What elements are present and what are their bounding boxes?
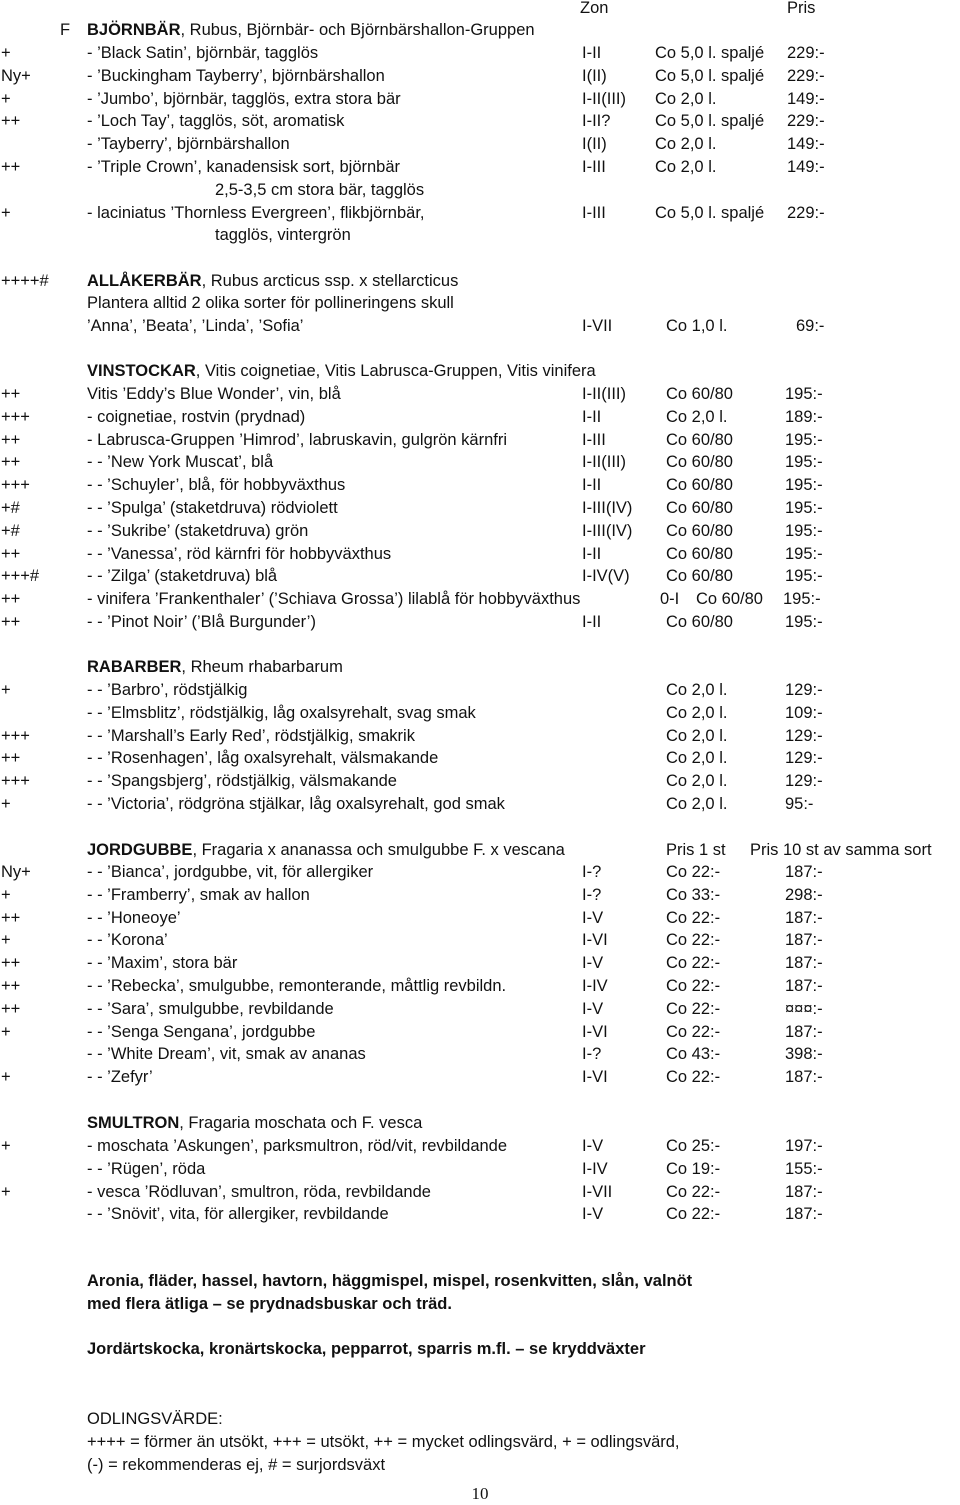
list-item <box>0 383 960 405</box>
row-price: 187:- <box>785 1205 823 1224</box>
row-description: - - ’Framberry’, smak av hallon <box>87 885 310 904</box>
list-item <box>0 770 960 792</box>
row-description: - - ’Marshall’s Early Red’, rödstjälkig, smakrik <box>87 726 415 745</box>
row-container: Co 2,0 l. <box>666 772 728 791</box>
row-price: 195:- <box>785 453 823 472</box>
row-description: - ’Tayberry’, björnbärshallon <box>87 135 290 154</box>
row-price: ¤¤¤:- <box>785 999 823 1018</box>
row-zone: I-VI <box>582 1068 608 1087</box>
row-marker: +# <box>1 499 20 517</box>
row-marker: +++ <box>1 407 30 426</box>
list-item <box>0 1066 960 1088</box>
list-item <box>0 611 960 633</box>
row-zone: I-V <box>582 908 604 927</box>
row-container: Co 22:- <box>666 999 721 1018</box>
note-line: med flera ätliga – se prydnadsbuskar och träd. <box>87 1295 452 1313</box>
row-price: 229:- <box>787 66 825 85</box>
row-price: 187:- <box>785 863 823 881</box>
row-description: - - ’Vanessa’, röd kärnfri för hobbyväxthus <box>87 544 392 563</box>
list-item <box>0 565 960 587</box>
row-price: 149:- <box>787 135 825 154</box>
row-marker: ++ <box>1 544 21 563</box>
row-container: Co 22:- <box>666 908 721 927</box>
row-description: Vitis ’Eddy’s Blue Wonder’, vin, blå <box>87 385 341 403</box>
row-price: 187:- <box>785 931 823 950</box>
row-marker: +++# <box>1 567 40 586</box>
list-item <box>0 975 960 997</box>
row-container: Co 33:- <box>666 885 721 904</box>
row-container: Co 22:- <box>666 977 721 995</box>
list-item <box>0 42 960 64</box>
list-item <box>0 543 960 565</box>
list-item <box>0 793 960 815</box>
row-description: - - ’Sara’, smulgubbe, revbildande <box>87 999 334 1018</box>
row-zone: I-V <box>582 1137 604 1155</box>
row-container: Co 5,0 l. spaljé <box>655 44 765 62</box>
row-price: 155:- <box>785 1159 823 1178</box>
list-item <box>0 156 960 178</box>
row-container: Co 2,0 l. <box>666 726 728 745</box>
row-zone: I-III(IV) <box>582 499 633 517</box>
list-item <box>0 747 960 769</box>
row-price: 195:- <box>785 476 823 495</box>
list-item <box>0 952 960 974</box>
row-price: 109:- <box>785 703 823 722</box>
row-container: Co 2,0 l. <box>655 89 717 108</box>
row-container: Co 60/80 <box>666 499 733 517</box>
note-line: Aronia, fläder, hassel, havtorn, häggmispel, mispel, rosenkvitten, slån, valnöt <box>87 1272 693 1290</box>
row-description: - - ’Honeoye’ <box>87 908 181 927</box>
price-header: Pris <box>787 0 816 17</box>
row-description: - Labrusca-Gruppen ’Himrod’, labruskavin, gulgrön kärnfri <box>87 430 508 449</box>
row-zone: I-IV <box>582 1159 608 1178</box>
row-description: - ’Loch Tay’, tagglös, söt, aromatisk <box>87 112 345 131</box>
row-marker: +++ <box>1 476 30 495</box>
row-container: Co 22:- <box>666 931 721 950</box>
row-marker: ++ <box>1 112 21 131</box>
column-header <box>0 0 960 19</box>
row-marker: + <box>1 203 11 222</box>
row-description: - - ’Snövit’, vita, för allergiker, revbildande <box>87 1205 389 1224</box>
row-container: Co 22:- <box>666 1205 721 1224</box>
row-container: Co 43:- <box>666 1045 721 1064</box>
row-zone: I(II) <box>582 66 607 85</box>
row-description: - ’Buckingham Tayberry’, björnbärshallon <box>87 66 385 85</box>
row-price: 195:- <box>785 613 823 631</box>
row-marker: ++ <box>1 590 21 609</box>
row-price: 195:- <box>785 521 823 540</box>
row-description: 2,5-3,5 cm stora bär, tagglös <box>215 180 425 199</box>
row-zone: I-III(IV) <box>582 521 633 540</box>
row-description: - laciniatus ’Thornless Evergreen’, flikbjörnbär, <box>87 203 425 222</box>
row-marker: + <box>1 885 11 904</box>
row-price: 187:- <box>785 954 823 973</box>
row-price: 229:- <box>787 203 825 222</box>
section-header-jordgubbe <box>0 839 960 861</box>
row-description: - - ’Victoria’, rödgröna stjälkar, låg oxalsyrehalt, god smak <box>87 795 505 813</box>
row-zone: I-II <box>582 476 602 495</box>
section-marker: F <box>60 21 71 39</box>
row-description: - - ’Barbro’, rödstjälkig <box>87 681 248 699</box>
list-item <box>0 292 960 314</box>
row-description: - - ’Senga Sengana’, jordgubbe <box>87 1022 316 1041</box>
row-marker: ++ <box>1 613 21 631</box>
row-description: ’Anna’, ’Beata’, ’Linda’, ’Sofia’ <box>87 316 304 335</box>
list-item <box>0 520 960 542</box>
row-marker: Ny+ <box>1 863 31 881</box>
row-container: Co 22:- <box>666 1182 721 1201</box>
row-zone: I-IV <box>582 977 608 995</box>
row-zone: I-IV(V) <box>582 567 630 586</box>
row-container: Co 60/80 <box>666 385 733 403</box>
legend-line: (-) = rekommenderas ej, # = surjordsväxt <box>87 1456 386 1474</box>
row-marker: ++ <box>1 977 21 995</box>
row-price: 187:- <box>785 1022 823 1041</box>
row-zone: I-V <box>582 1205 604 1224</box>
row-price: 195:- <box>785 430 823 449</box>
row-container: Co 2,0 l. <box>666 681 728 699</box>
row-zone: I-? <box>582 863 602 881</box>
list-item <box>0 725 960 747</box>
legend-line: ++++ = förmer än utsökt, +++ = utsökt, ++ = mycket odlingsvärd, + = odlingsvärd, <box>87 1433 680 1451</box>
note-line: Jordärtskocka, kronärtskocka, pepparrot, sparris m.fl. – se kryddväxter <box>87 1340 646 1358</box>
row-zone: I-VI <box>582 931 608 950</box>
list-item <box>0 1158 960 1180</box>
row-zone: I-II <box>582 613 602 631</box>
list-item <box>0 133 960 155</box>
row-container: Co 22:- <box>666 1022 721 1041</box>
row-zone: I-VI <box>582 1022 608 1041</box>
list-item <box>0 679 960 701</box>
row-price: 187:- <box>785 977 823 995</box>
section-header-rabarber <box>0 656 960 678</box>
row-zone: I-II(III) <box>582 453 626 472</box>
row-price: 95:- <box>785 795 814 813</box>
row-marker: + <box>1 44 11 62</box>
row-container: Co 2,0 l. <box>666 795 728 813</box>
row-container: Co 19:- <box>666 1159 721 1178</box>
list-item <box>0 702 960 724</box>
row-container: Co 60/80 <box>666 453 733 472</box>
row-zone: I-II(III) <box>582 89 626 108</box>
row-price: 129:- <box>785 681 823 699</box>
row-zone: I-? <box>582 885 602 904</box>
row-description: Plantera alltid 2 olika sorter för pollineringens skull <box>87 294 454 312</box>
list-item <box>0 907 960 929</box>
row-price: 187:- <box>785 1068 823 1087</box>
list-item <box>0 88 960 110</box>
row-price: 229:- <box>787 112 825 131</box>
row-marker: ++ <box>1 749 21 768</box>
row-zone: I(II) <box>582 135 607 154</box>
row-container: Co 2,0 l. <box>666 703 728 722</box>
row-marker: ++ <box>1 453 21 472</box>
row-description: - - ’Elmsblitz’, rödstjälkig, låg oxalsyrehalt, svag smak <box>87 703 476 722</box>
row-container: Co 60/80 <box>666 567 733 586</box>
list-item <box>0 65 960 87</box>
row-price: 129:- <box>785 726 823 745</box>
row-zone: I-VII <box>582 1182 613 1201</box>
row-description: - coignetiae, rostvin (prydnad) <box>87 407 306 426</box>
row-price: 298:- <box>785 885 823 904</box>
list-item <box>0 861 960 883</box>
row-marker: + <box>1 795 11 813</box>
row-marker: + <box>1 1182 11 1201</box>
row-container: Co 1,0 l. <box>666 316 728 335</box>
row-container: Co 2,0 l. <box>666 407 728 426</box>
row-zone: I-II? <box>582 112 611 131</box>
section-header-bjornbar <box>0 19 960 41</box>
row-description: - ’Triple Crown’, kanadensisk sort, björnbär <box>87 158 401 176</box>
list-item <box>0 110 960 132</box>
row-price: 187:- <box>785 908 823 927</box>
row-container: Co 60/80 <box>666 521 733 540</box>
row-zone: 0-I <box>660 590 680 609</box>
row-description: - - ’Zefyr’ <box>87 1068 153 1087</box>
row-description: - - ’Rosenhagen’, låg oxalsyrehalt, välsmakande <box>87 749 439 768</box>
list-item <box>0 1135 960 1157</box>
row-container: Co 25:- <box>666 1137 721 1155</box>
list-item <box>0 1043 960 1065</box>
row-container: Co 2,0 l. <box>666 749 728 768</box>
row-price: 189:- <box>785 407 823 426</box>
price-one-header: Pris 1 st <box>666 841 726 859</box>
row-marker: ++ <box>1 385 21 403</box>
section-marker: ++++# <box>1 272 49 290</box>
list-item <box>0 451 960 473</box>
row-description: - - ’Korona’ <box>87 931 168 950</box>
list-item <box>0 224 960 246</box>
row-description: - - ’Spangsbjerg’, rödstjälkig, välsmakande <box>87 772 397 791</box>
page-number: 10 <box>471 1484 489 1503</box>
row-marker: + <box>1 1022 11 1041</box>
section-title: BJÖRNBÄR, Rubus, Björnbär- och Björnbärshallon-Gruppen <box>87 21 535 39</box>
row-container: Co 60/80 <box>666 613 733 631</box>
row-marker: + <box>1 89 11 108</box>
row-container: Co 22:- <box>666 1068 721 1087</box>
row-marker: ++ <box>1 954 21 973</box>
zone-header: Zon <box>580 0 609 17</box>
row-price: 195:- <box>785 544 823 563</box>
list-item <box>0 1181 960 1203</box>
row-marker: ++ <box>1 158 21 176</box>
row-description: - - ’Pinot Noir’ (’Blå Burgunder’) <box>87 613 316 631</box>
row-marker: ++ <box>1 430 21 449</box>
row-description: - - ’Rügen’, röda <box>87 1159 206 1178</box>
row-marker: + <box>1 1068 11 1087</box>
list-item <box>0 474 960 496</box>
row-container: Co 22:- <box>666 863 721 881</box>
row-price: 229:- <box>787 44 825 62</box>
row-marker: + <box>1 931 11 950</box>
row-description: - - ’Rebecka’, smulgubbe, remonterande, måttlig revbildn. <box>87 977 507 995</box>
row-description: - vesca ’Rödluvan’, smultron, röda, revbildande <box>87 1182 431 1201</box>
row-price: 195:- <box>785 499 823 517</box>
list-item <box>0 1021 960 1043</box>
row-container: Co 60/80 <box>696 590 763 609</box>
row-zone: I-III <box>582 430 606 449</box>
row-description: - - ’White Dream’, vit, smak av ananas <box>87 1045 366 1064</box>
row-description: - ’Jumbo’, björnbär, tagglös, extra stora bär <box>87 89 401 108</box>
list-item <box>0 1203 960 1225</box>
price-ten-header: Pris 10 st av samma sort <box>750 841 932 859</box>
list-item <box>0 497 960 519</box>
row-container: Co 60/80 <box>666 476 733 495</box>
section-header-vinstockar <box>0 360 960 382</box>
row-marker: ++ <box>1 908 21 927</box>
row-marker: Ny+ <box>1 66 31 85</box>
row-zone: I-? <box>582 1045 602 1064</box>
row-price: 197:- <box>785 1137 823 1155</box>
section-header-allakerbar <box>0 270 960 292</box>
row-price: 149:- <box>787 89 825 108</box>
row-zone: I-VII <box>582 316 613 335</box>
row-zone: I-III <box>582 203 606 222</box>
list-item <box>0 929 960 951</box>
row-zone: I-V <box>582 999 604 1018</box>
row-container: Co 2,0 l. <box>655 135 717 154</box>
row-price: 195:- <box>785 385 823 403</box>
list-item <box>0 406 960 428</box>
section-title: SMULTRON, Fragaria moschata och F. vesca <box>87 1114 423 1132</box>
notes-block <box>87 1270 692 1361</box>
row-marker: ++ <box>1 999 21 1018</box>
row-description: - ’Black Satin’, björnbär, tagglös <box>87 44 319 62</box>
legend-block <box>87 1408 680 1477</box>
list-item <box>0 179 960 201</box>
row-description: - - ’Spulga’ (staketdruva) rödviolett <box>87 499 338 517</box>
row-price: 187:- <box>785 1182 823 1201</box>
row-description: - - ’Zilga’ (staketdruva) blå <box>87 567 278 586</box>
row-container: Co 22:- <box>666 954 721 973</box>
row-container: Co 60/80 <box>666 430 733 449</box>
section-title: RABARBER, Rheum rhabarbarum <box>87 658 343 676</box>
row-container: Co 5,0 l. spaljé <box>655 112 765 131</box>
section-header-smultron <box>0 1112 960 1134</box>
row-description: - - ’Sukribe’ (staketdruva) grön <box>87 521 309 540</box>
row-zone: I-II(III) <box>582 385 626 403</box>
list-item <box>0 998 960 1020</box>
row-marker: +# <box>1 521 20 540</box>
row-price: 195:- <box>783 590 821 609</box>
row-price: 129:- <box>785 772 823 791</box>
row-description: - - ’Bianca’, jordgubbe, vit, för allergiker <box>87 863 374 881</box>
list-item <box>0 884 960 906</box>
row-zone: I-II <box>582 407 602 426</box>
row-price: 195:- <box>785 567 823 586</box>
row-marker: + <box>1 1137 11 1155</box>
list-item <box>0 429 960 451</box>
section-title: VINSTOCKAR, Vitis coignetiae, Vitis Labrusca-Gruppen, Vitis vinifera <box>87 362 596 380</box>
row-description: - - ’Schuyler’, blå, för hobbyväxthus <box>87 476 346 495</box>
row-description: - moschata ’Askungen’, parksmultron, röd/vit, revbildande <box>87 1137 508 1155</box>
row-zone: I-III <box>582 158 606 176</box>
section-title: ALLÅKERBÄR, Rubus arcticus ssp. x stellarcticus <box>87 272 459 290</box>
row-price: 398:- <box>785 1045 823 1064</box>
section-title: JORDGUBBE, Fragaria x ananassa och smulgubbe F. x vescana <box>87 841 565 859</box>
row-marker: + <box>1 681 11 699</box>
legend-title: ODLINGSVÄRDE: <box>87 1410 223 1428</box>
row-description: - - ’New York Muscat’, blå <box>87 453 274 472</box>
row-container: Co 2,0 l. <box>655 158 717 176</box>
row-zone: I-V <box>582 954 604 973</box>
row-container: Co 60/80 <box>666 544 733 563</box>
row-marker: +++ <box>1 772 30 791</box>
row-zone: I-II <box>582 544 602 563</box>
row-marker: +++ <box>1 726 30 745</box>
row-container: Co 5,0 l. spaljé <box>655 66 765 85</box>
row-description: - - ’Maxim’, stora bär <box>87 954 238 973</box>
row-description: - vinifera ’Frankenthaler’ (’Schiava Grossa’) lilablå för hobbyväxthus <box>87 590 581 609</box>
row-zone: I-II <box>582 44 602 62</box>
list-item <box>0 202 960 224</box>
row-price: 129:- <box>785 749 823 768</box>
list-item <box>0 588 960 610</box>
row-description: tagglös, vintergrön <box>215 226 351 245</box>
list-item <box>0 315 960 337</box>
row-price: 149:- <box>787 158 825 176</box>
row-container: Co 5,0 l. spaljé <box>655 203 765 222</box>
row-price: 69:- <box>796 316 825 335</box>
